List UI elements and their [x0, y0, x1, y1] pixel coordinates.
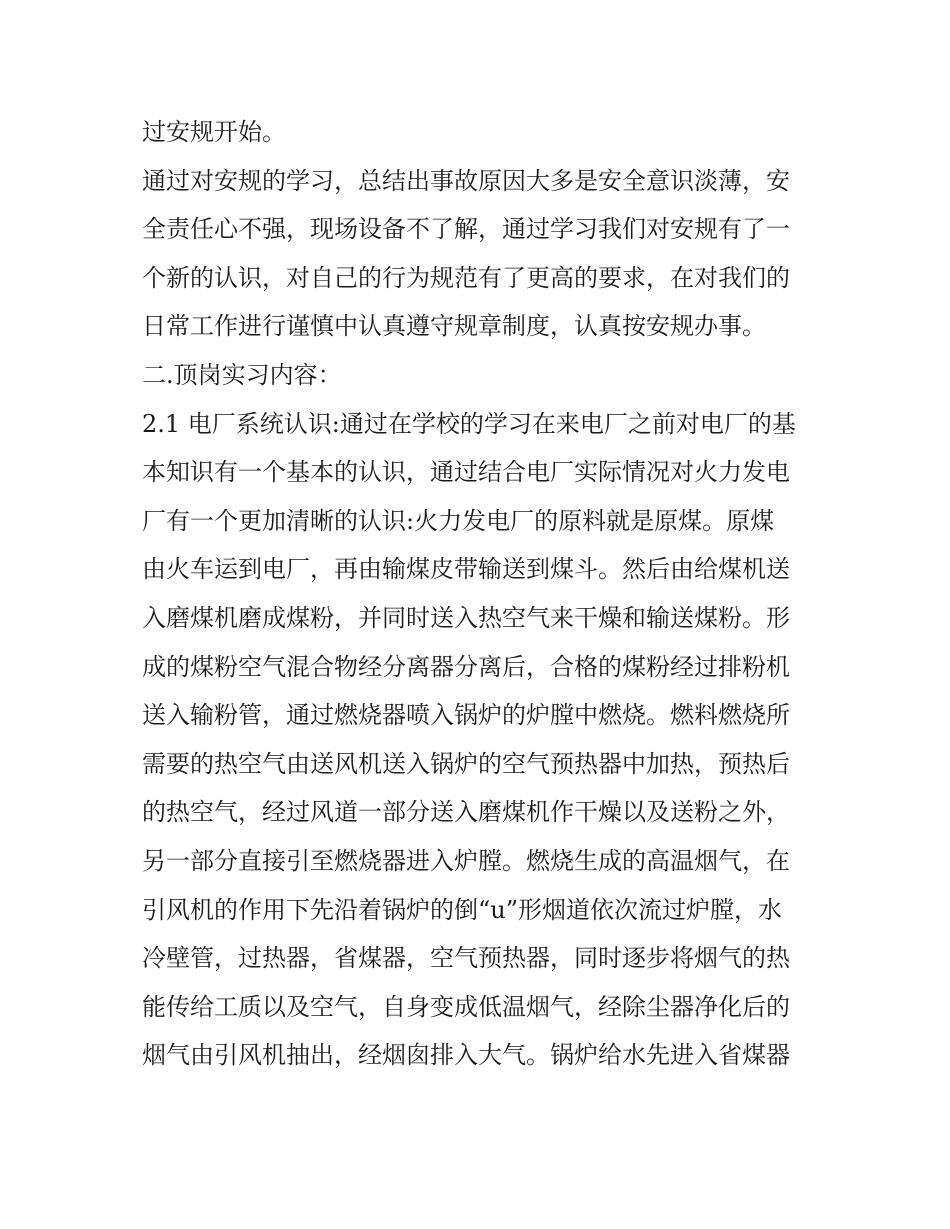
text-line: 个新的认识，对自己的行为规范有了更高的要求，在对我们的 [142, 263, 790, 292]
text-line: 烟气由引风机抽出，经烟囱排入大气。锅炉给水先进入省煤器 [142, 1041, 790, 1070]
section-heading: 二.顶岗实习内容： [142, 360, 342, 389]
text-line: 全责任心不强，现场设备不了解，通过学习我们对安规有了一 [142, 215, 790, 244]
text-line: 引风机的作用下先沿着锅炉的倒“u”形烟道依次流过炉膛，水 [142, 895, 782, 924]
text-line: 本知识有一个基本的认识，通过结合电厂实际情况对火力发电 [142, 458, 790, 487]
text-line: 需要的热空气由送风机送入锅炉的空气预热器中加热，预热后 [142, 749, 790, 778]
text-line: 日常工作进行谨慎中认真遵守规章制度，认真按安规办事。 [142, 312, 766, 341]
text-line: 厂有一个更加清晰的认识:火力发电厂的原料就是原煤。原煤 [142, 506, 775, 535]
text-line: 成的煤粉空气混合物经分离器分离后，合格的煤粉经过排粉机 [142, 652, 790, 681]
text-line: 能传给工质以及空气，自身变成低温烟气，经除尘器净化后的 [142, 992, 790, 1021]
text-line: 入磨煤机磨成煤粉，并同时送入热空气来干燥和输送煤粉。形 [142, 603, 790, 632]
text-line: 通过对安规的学习，总结出事故原因大多是安全意识淡薄，安 [142, 166, 790, 195]
text-line: 2.1 电厂系统认识:通过在学校的学习在来电厂之前对电厂的基 [142, 409, 796, 438]
text-line: 由火车运到电厂，再由输煤皮带输送到煤斗。然后由给煤机送 [142, 555, 790, 584]
text-line: 的热空气，经过风道一部分送入磨煤机作干燥以及送粉之外， [142, 798, 790, 827]
text-line: 过安规开始。 [142, 118, 286, 146]
text-line: 另一部分直接引至燃烧器进入炉膛。燃烧生成的高温烟气，在 [142, 846, 790, 875]
body-text [142, 108, 822, 1080]
text-line: 冷壁管，过热器，省煤器，空气预热器，同时逐步将烟气的热 [142, 944, 790, 973]
text-line: 送入输粉管，通过燃烧器喷入锅炉的炉膛中燃烧。燃料燃烧所 [142, 701, 790, 730]
